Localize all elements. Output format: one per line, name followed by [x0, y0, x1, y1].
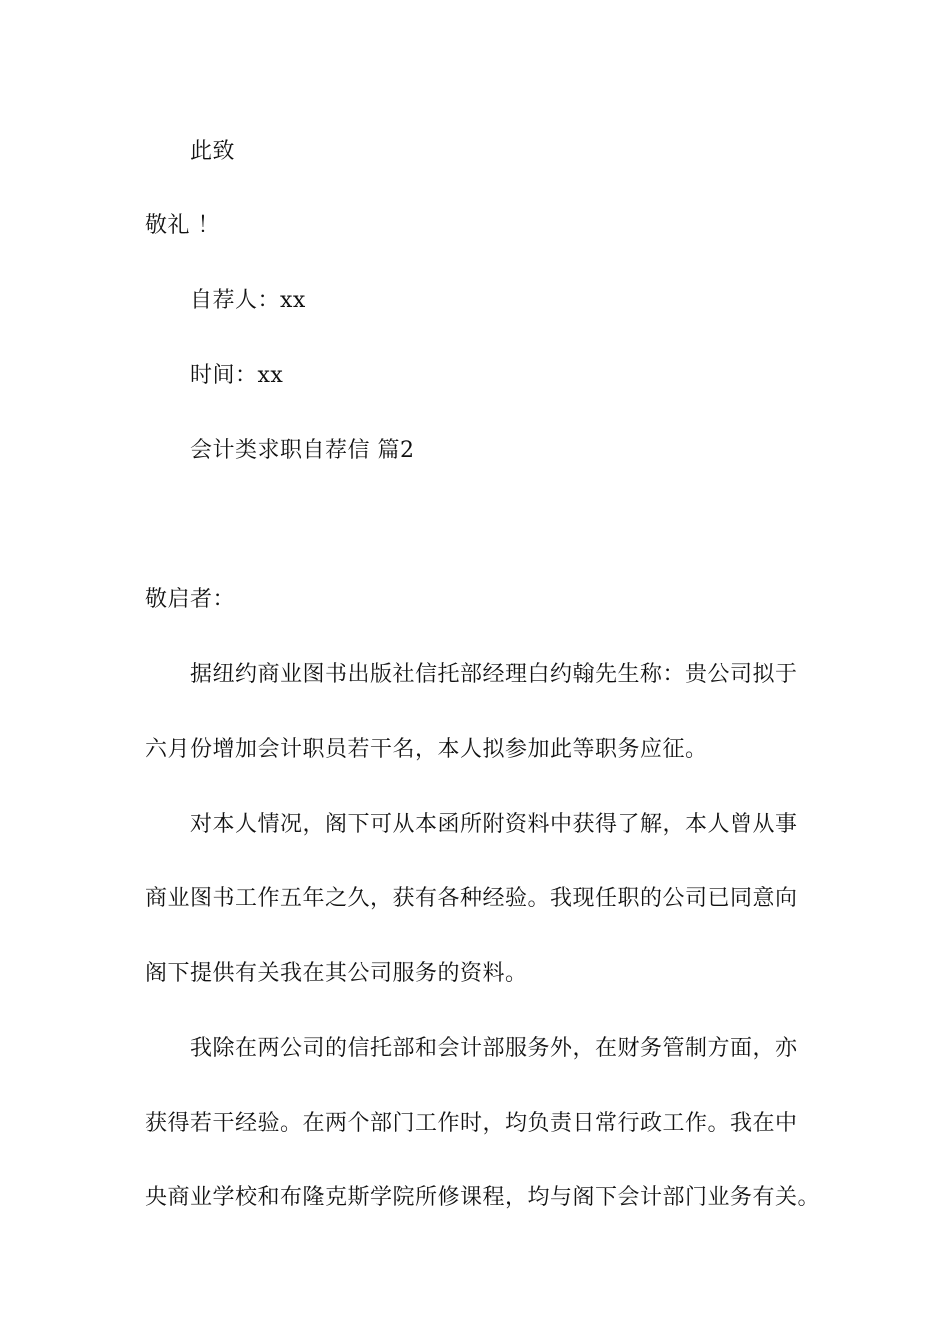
closing-line-2: 敬礼 ！	[145, 213, 220, 238]
paragraph-2-line-1: 对本人情况，阁下可从本函所附资料中获得了解，本人曾从事	[190, 812, 798, 837]
paragraph-1-line-2: 六月份增加会计职员若干名，本人拟参加此等职务应征。	[145, 737, 708, 762]
paragraph-3-line-1: 我除在两公司的信托部和会计部服务外，在财务管制方面，亦	[190, 1036, 798, 1061]
section-title: 会计类求职自荐信 篇2	[190, 438, 415, 463]
paragraph-3-line-2: 获得若干经验。在两个部门工作时，均负责日常行政工作。我在中	[145, 1111, 798, 1136]
signer-line: 自荐人：xx	[190, 288, 306, 313]
date-line: 时间：xx	[190, 363, 284, 388]
salutation: 敬启者：	[145, 587, 236, 612]
paragraph-2-line-2: 商业图书工作五年之久，获有各种经验。我现任职的公司已同意向	[145, 886, 798, 911]
paragraph-1-line-1: 据纽约商业图书出版社信托部经理白约翰先生称：贵公司拟于	[190, 662, 798, 687]
paragraph-2-line-3: 阁下提供有关我在其公司服务的资料。	[145, 961, 528, 986]
paragraph-3-line-3: 央商业学校和布隆克斯学院所修课程，均与阁下会计部门业务有关。	[145, 1185, 821, 1210]
closing-line-1: 此致	[190, 139, 236, 164]
